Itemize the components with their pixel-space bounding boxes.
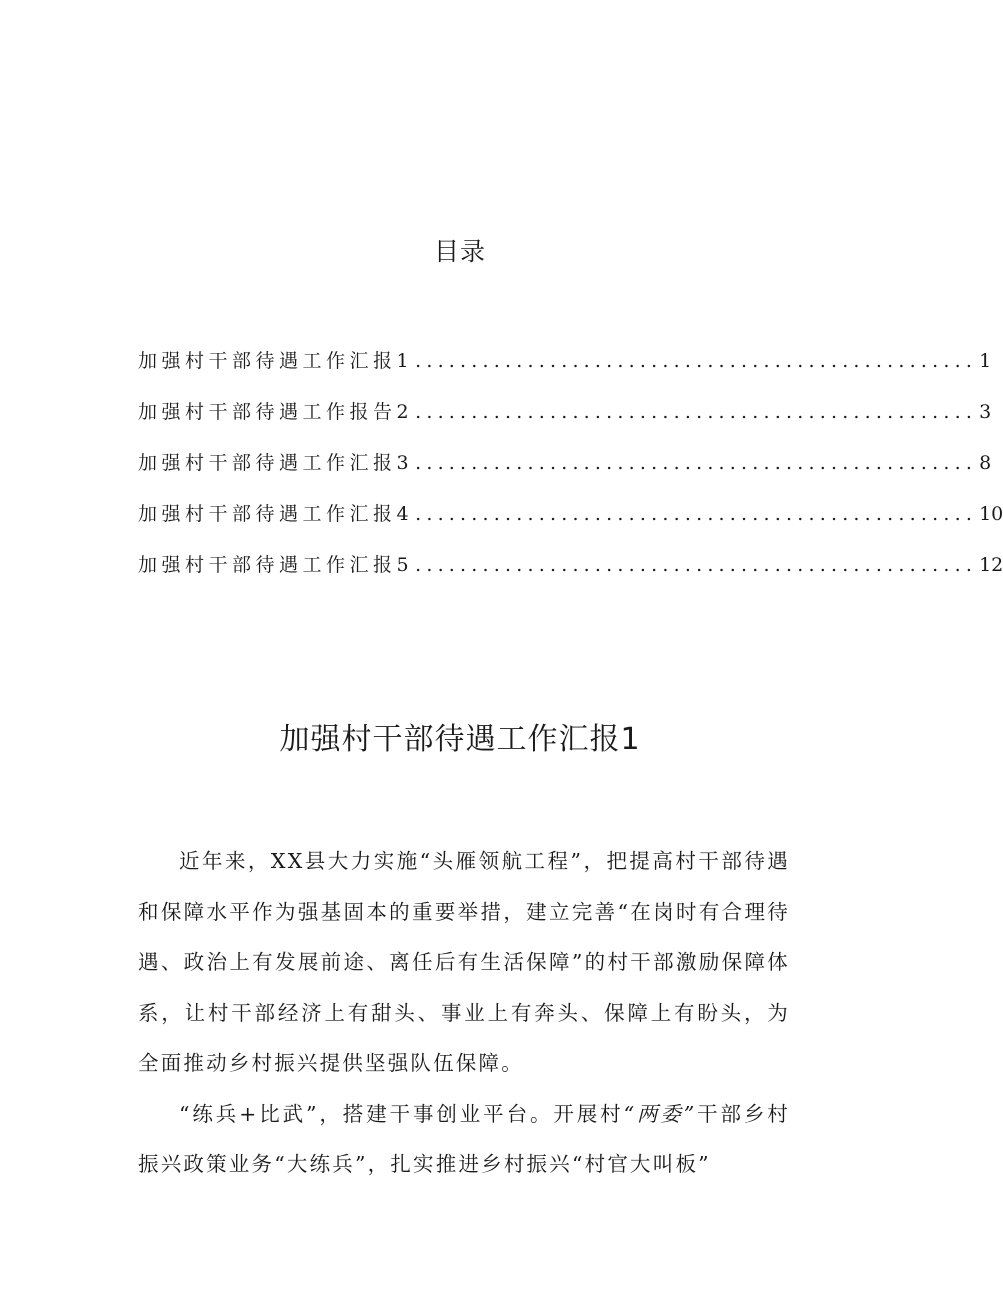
toc-entry-page: 12 [979,554,1003,576]
section-body [138,836,790,1190]
toc-entry-5[interactable] [138,550,1003,601]
toc-entry-page: 1 [979,350,992,372]
toc-entry-3[interactable] [138,448,992,499]
section-title: 加强村干部待遇工作汇报1 [279,722,641,757]
paragraph-training [138,1089,790,1190]
paragraph-emphasis: “两委” [623,1101,697,1126]
toc-entry-2[interactable] [138,397,992,448]
toc-title: 目录 [433,237,486,266]
table-of-contents [138,346,1003,601]
toc-entry-label: 加强村干部待遇工作汇报3 [138,452,414,474]
toc-leader-dots: .................................................. [415,401,978,423]
toc-leader-dots: .................................................. [415,452,978,474]
toc-entry-1[interactable] [138,346,992,397]
toc-entry-page: 3 [979,401,992,423]
toc-leader-dots: .................................................. [415,503,978,525]
toc-entry-label: 加强村干部待遇工作汇报5 [138,554,414,576]
toc-entry-label: 加强村干部待遇工作汇报4 [138,503,414,525]
toc-entry-label: 加强村干部待遇工作报告2 [138,401,414,423]
paragraph-intro: 近年来，XX县大力实施“头雁领航工程”，把提高村干部待遇和保障水平作为强基固本的重要举措，建立完善“在岗时有合理待遇、政治上有发展前途、离任后有生活保障”的村干部激励保障体系，让村干部经济上有甜头、事业上有奔头、保障上有盼头，为全面推动乡村振兴提供坚强队伍保障。 [138,849,790,1075]
toc-entry-page: 10 [979,503,1003,525]
paragraph-text: 干部乡村振兴政策业务“大练兵”，扎实推进乡村振兴“村官大叫板” [138,1101,791,1176]
toc-entry-page: 8 [979,452,992,474]
toc-leader-dots: .................................................. [415,350,978,372]
toc-leader-dots: .................................................. [415,554,978,576]
toc-entry-label: 加强村干部待遇工作汇报1 [138,350,414,372]
toc-entry-4[interactable] [138,499,1003,550]
paragraph-text: “练兵+比武”，搭建干事创业平台。开展村 [179,1101,624,1126]
